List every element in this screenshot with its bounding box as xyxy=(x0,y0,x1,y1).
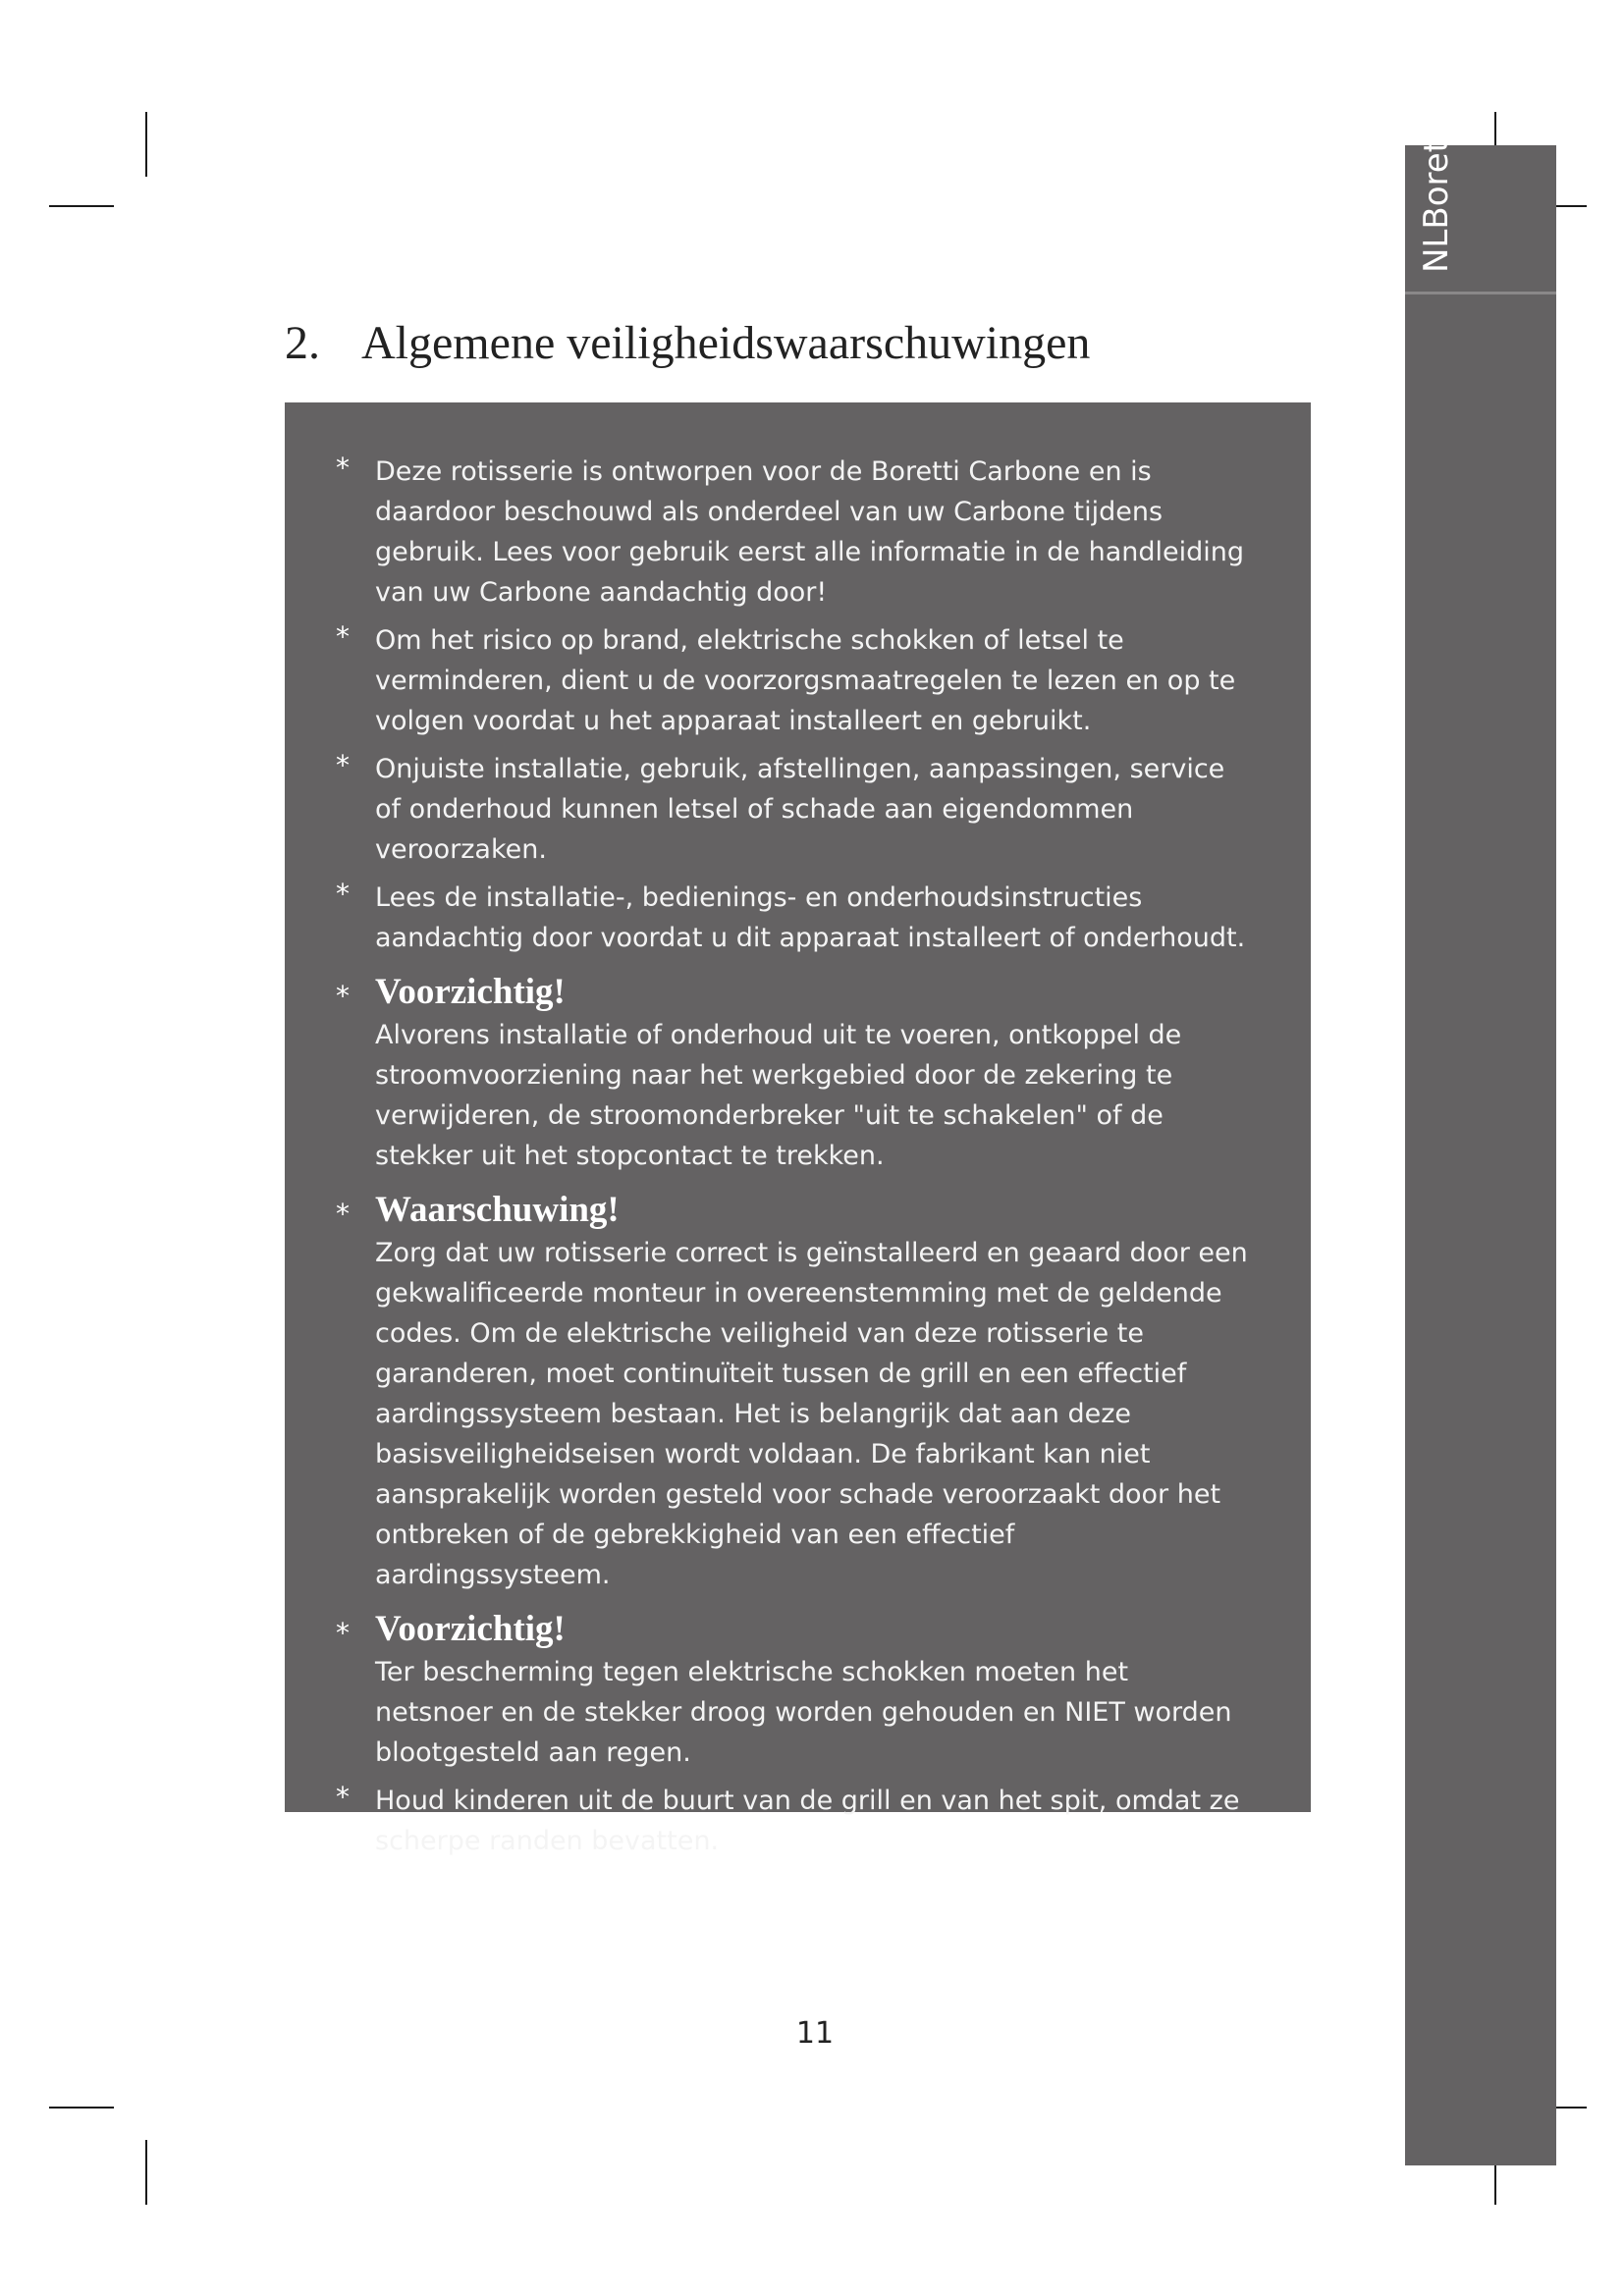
bullet-asterisk: * xyxy=(336,749,350,781)
warning-item xyxy=(336,878,1252,958)
language-side-tab xyxy=(1405,145,1556,2165)
warning-text: Houd kinderen uit de buurt van de grill en van het spit, omdat ze scherpe randen bevatten. xyxy=(375,1786,1240,1856)
bullet-asterisk: * xyxy=(336,980,350,1012)
warning-item xyxy=(336,1188,1252,1595)
warning-text: Lees de installatie-, bedienings- en onderhoudsinstructies aandachtig door voordat u dit apparaat installeert of onderhoudt. xyxy=(375,882,1246,953)
bullet-asterisk: * xyxy=(336,878,350,910)
crop-mark xyxy=(145,2140,147,2205)
warning-item xyxy=(336,749,1252,870)
warning-text: Om het risico op brand, elektrische schokken of letsel te verminderen, dient u de voorzorgsmaatregelen te lezen en op te volgen voordat u het apparaat installeert en gebruikt. xyxy=(375,625,1236,736)
section-title xyxy=(285,316,1090,370)
bullet-asterisk: * xyxy=(336,1198,350,1230)
warning-heading: Voorzichtig! xyxy=(375,972,566,1012)
warning-text: Onjuiste installatie, gebruik, afstellingen, aanpassingen, service of onderhoud kunnen letsel of schade aan eigendommen veroorzaken. xyxy=(375,754,1225,865)
warning-text: Deze rotisserie is ontworpen voor de Boretti Carbone en is daardoor beschouwd als onderdeel van uw Carbone tijdens gebruik. Lees voor gebruik eerst alle informatie in de handleiding van uw Carbone aandachtig door! xyxy=(375,456,1245,608)
bullet-asterisk: * xyxy=(336,1617,350,1649)
side-tab-divider xyxy=(1405,292,1556,294)
section-title-text: Algemene veiligheidswaarschuwingen xyxy=(361,317,1091,369)
bullet-asterisk: * xyxy=(336,452,350,484)
warning-item xyxy=(336,452,1252,613)
section-number: 2. xyxy=(285,317,320,369)
crop-mark xyxy=(145,112,147,177)
crop-mark xyxy=(49,2107,114,2109)
side-tab-label: NLBoretti xyxy=(1417,117,1456,273)
warning-item xyxy=(336,620,1252,741)
warning-text: Ter bescherming tegen elektrische schokken moeten het netsnoer en de stekker droog worden gehouden en NIET worden blootgesteld aan regen. xyxy=(375,1657,1232,1768)
warning-item xyxy=(336,1781,1252,1861)
safety-warnings-box xyxy=(285,402,1311,1856)
warning-text: Zorg dat uw rotisserie correct is geïnstalleerd en geaard door een gekwalificeerde monteur in overeenstemming met de geldende codes. Om de elektrische veiligheid van deze rotisserie te garanderen, moet continuïteit tussen de grill en een effectief aardingssysteem bestaan. Het is belangrijk dat aan deze basisveiligheidseisen wordt voldaan. De fabrikant kan niet aansprakelijk worden gesteld voor schade veroorzaakt door het ontbreken of de gebrekkigheid van een effectief aardingssysteem. xyxy=(375,1238,1248,1590)
page-number: 11 xyxy=(795,2016,835,2051)
warning-heading: Voorzichtig! xyxy=(375,1609,566,1649)
warning-item xyxy=(336,970,1252,1176)
bullet-asterisk: * xyxy=(336,1781,350,1813)
warning-item xyxy=(336,1607,1252,1773)
warning-text: Alvorens installatie of onderhoud uit te voeren, ontkoppel de stroomvoorziening naar het werkgebied door de zekering te verwijderen, de stroomonderbreker "uit te schakelen" of de stekker uit het stopcontact te trekken. xyxy=(375,1020,1182,1171)
bullet-asterisk: * xyxy=(336,620,350,653)
warning-heading: Waarschuwing! xyxy=(375,1190,620,1230)
crop-mark xyxy=(49,205,114,207)
